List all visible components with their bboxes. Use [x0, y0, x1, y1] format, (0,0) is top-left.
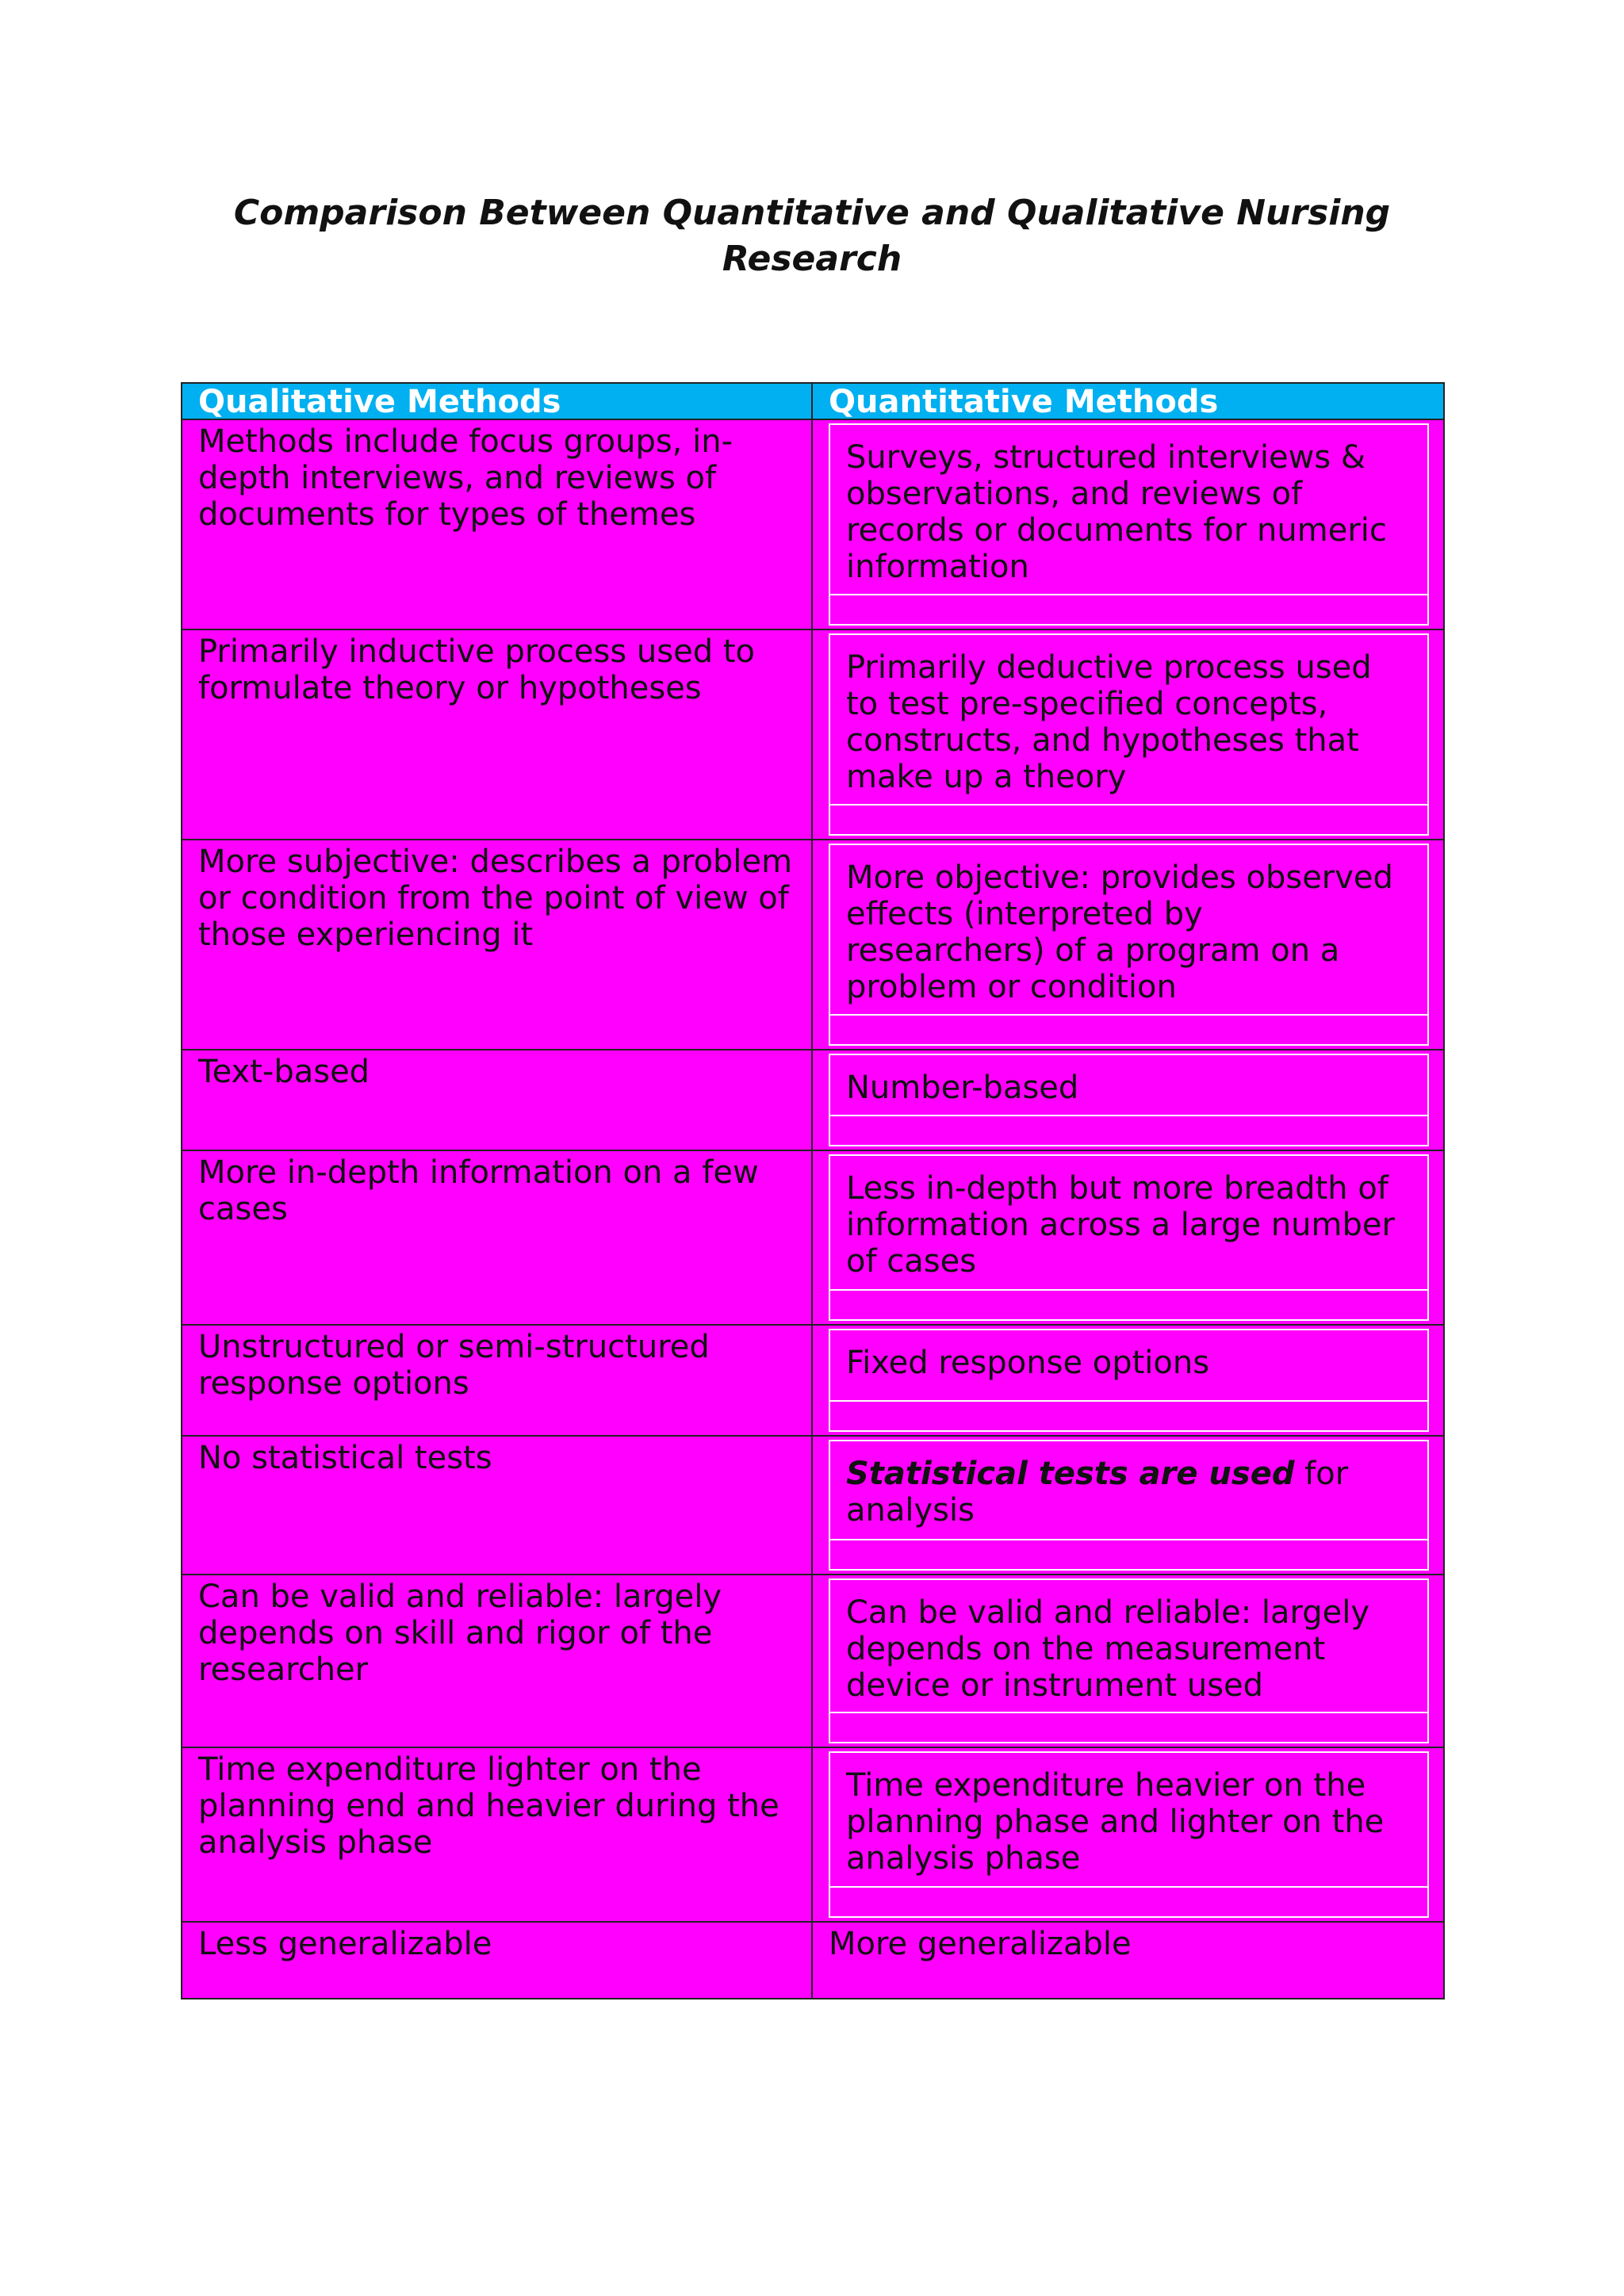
table-row: [182, 840, 1443, 1050]
qualitative-cell: No statistical tests: [182, 1437, 813, 1574]
quantitative-cell: [813, 630, 1443, 839]
quantitative-cell-text: Time expenditure heavier on the planning phase and lighter on the analysis phase: [846, 1767, 1385, 1877]
quantitative-cell-footer: [830, 1886, 1427, 1916]
table-row: [182, 1151, 1443, 1326]
qualitative-cell: More subjective: describes a problem or condition from the point of view of those experiencing it: [182, 840, 813, 1049]
table-row: [182, 1050, 1443, 1151]
quantitative-cell-text: Fixed response options: [846, 1345, 1210, 1381]
quantitative-cell: [813, 1151, 1443, 1324]
quantitative-cell-frame: [829, 633, 1429, 836]
quantitative-cell-frame: [829, 1329, 1429, 1432]
quantitative-cell-footer: [830, 594, 1427, 624]
comparison-table: [181, 382, 1445, 1999]
quantitative-cell-text: Number-based: [846, 1070, 1079, 1106]
statistical-tests-rest: for analysis: [846, 1456, 1349, 1529]
quantitative-cell-frame: [829, 1751, 1429, 1918]
quantitative-cell: [813, 420, 1443, 629]
statistical-tests-emphasis: Statistical tests are used: [846, 1456, 1295, 1492]
page-title-line-1: Comparison Between Quantitative and Qualitative Nursing: [233, 193, 1391, 233]
quantitative-cell: [813, 840, 1443, 1049]
header-quantitative-methods: Quantitative Methods: [829, 384, 1219, 420]
quantitative-cell: [813, 1326, 1443, 1435]
table-row: [182, 1748, 1443, 1923]
table-header-row: [182, 384, 1443, 420]
table-row: [182, 1437, 1443, 1575]
quantitative-cell: [813, 1050, 1443, 1150]
quantitative-cell-footer: [830, 1400, 1427, 1430]
quantitative-cell: [813, 1923, 1443, 1998]
table-row: [182, 420, 1443, 630]
quantitative-cell-text: Surveys, structured interviews & observations, and reviews of records or documents for numeric information: [846, 439, 1387, 585]
quantitative-cell-text: More generalizable: [829, 1926, 1132, 1962]
quantitative-cell-text: [830, 1441, 1427, 1529]
qualitative-cell: Can be valid and reliable: largely depends on skill and rigor of the researcher: [182, 1575, 813, 1747]
quantitative-cell-text: Less in-depth but more breadth of information across a large number of cases: [846, 1170, 1395, 1280]
quantitative-cell-frame: [829, 1154, 1429, 1321]
quantitative-cell-text: More objective: provides observed effects (interpreted by researchers) of a program on a problem or condition: [846, 859, 1393, 1005]
header-qualitative-methods: Qualitative Methods: [182, 384, 813, 419]
qualitative-cell: Primarily inductive process used to formulate theory or hypotheses: [182, 630, 813, 839]
quantitative-cell-frame: [829, 1440, 1429, 1571]
qualitative-cell: Time expenditure lighter on the planning end and heavier during the analysis phase: [182, 1748, 813, 1921]
qualitative-cell: Unstructured or semi-structured response options: [182, 1326, 813, 1435]
quantitative-cell-frame: [829, 1054, 1429, 1146]
quantitative-cell-text: Primarily deductive process used to test pre-specified concepts, constructs, and hypotheses that make up a theory: [846, 649, 1372, 795]
quantitative-cell: [813, 1575, 1443, 1747]
quantitative-cell-footer: [830, 1289, 1427, 1319]
quantitative-cell-footer: [830, 1014, 1427, 1044]
table-row: [182, 630, 1443, 840]
quantitative-cell-footer: [830, 1539, 1427, 1569]
quantitative-cell-frame: [829, 844, 1429, 1046]
qualitative-cell: Methods include focus groups, in-depth interviews, and reviews of documents for types of themes: [182, 420, 813, 629]
quantitative-cell-footer: [830, 1712, 1427, 1742]
quantitative-cell-text: Can be valid and reliable: largely depends on the measurement device or instrument used: [846, 1594, 1370, 1704]
quantitative-cell: [813, 1437, 1443, 1574]
quantitative-cell-frame: [829, 423, 1429, 626]
quantitative-cell-footer: [830, 1115, 1427, 1145]
table-row: [182, 1575, 1443, 1748]
table-row: [182, 1326, 1443, 1437]
qualitative-cell: Text-based: [182, 1050, 813, 1150]
quantitative-cell-footer: [830, 804, 1427, 834]
page-title-line-2: Research: [722, 239, 902, 279]
table-row: [182, 1923, 1443, 1998]
page-title: [0, 190, 1624, 282]
qualitative-cell: More in-depth information on a few cases: [182, 1151, 813, 1324]
quantitative-cell: [813, 1748, 1443, 1921]
quantitative-cell-frame: [829, 1578, 1429, 1743]
qualitative-cell: Less generalizable: [182, 1923, 813, 1998]
